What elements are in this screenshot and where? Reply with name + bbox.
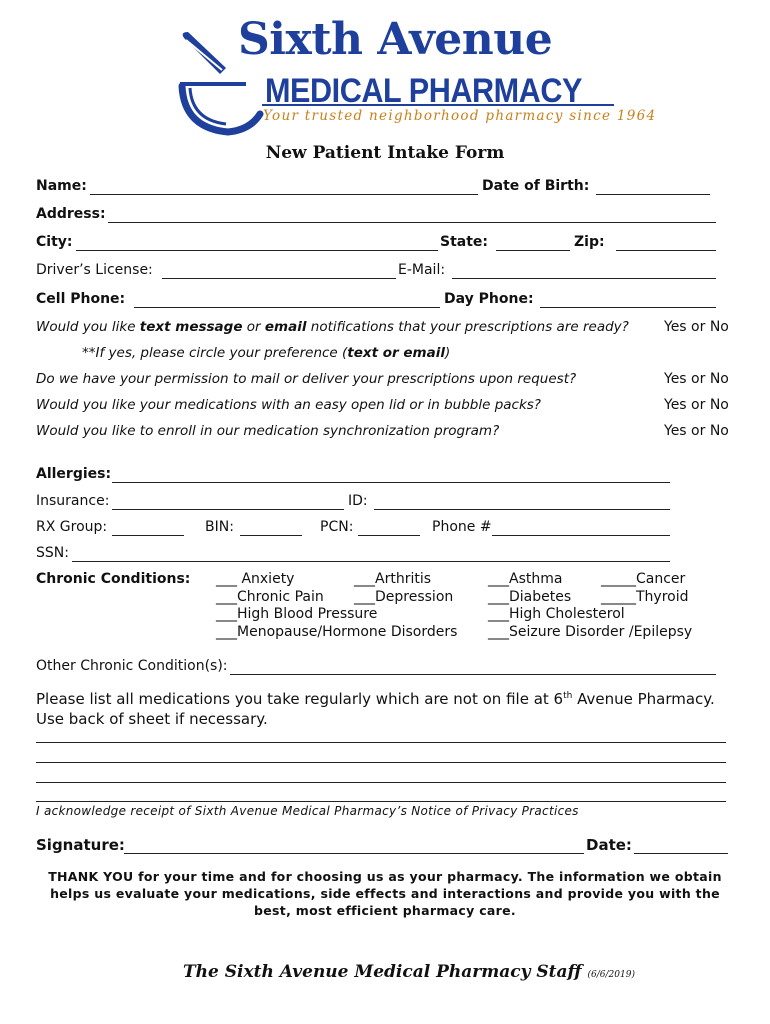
condition-depression[interactable]: ___Depression [354, 589, 454, 605]
state-field[interactable] [496, 250, 570, 251]
condition-arthritis[interactable]: ___Arthritis [354, 571, 432, 587]
license-field[interactable] [162, 278, 396, 279]
phone-field[interactable] [492, 535, 670, 536]
question-delivery: Do we have your permission to mail or deliver your prescriptions upon request? [36, 371, 577, 387]
condition-seizure[interactable]: ___Seizure Disorder /Epilepsy [488, 624, 693, 640]
condition-high-blood-pressure[interactable]: ___High Blood Pressure [216, 606, 378, 622]
privacy-acknowledgement: I acknowledge receipt of Sixth Avenue Medical Pharmacy’s Notice of Privacy Practices [36, 804, 579, 818]
state-label: State: [440, 234, 489, 250]
thank-you-message: THANK YOU for your time and for choosing us as your pharmacy. The information we obtain helps us evaluate your medications, side effects and interactions and provide you with the best, most efficient pharmacy care. [48, 869, 722, 918]
staff-signoff: The Sixth Avenue Medical Pharmacy Staff (6/6/2019) [183, 962, 635, 982]
id-field[interactable] [374, 509, 670, 510]
logo-underline [262, 104, 614, 106]
email-label: E-Mail: [398, 262, 446, 278]
phone-label: Phone # [432, 519, 492, 535]
other-conditions-label: Other Chronic Condition(s): [36, 658, 228, 674]
answer-delivery[interactable]: Yes or No [664, 371, 729, 387]
question-notifications: Would you like text message or email notifications that your prescriptions are ready? [36, 319, 629, 335]
address-label: Address: [36, 206, 106, 222]
medications-line-3[interactable] [36, 782, 726, 783]
condition-chronic-pain[interactable]: ___Chronic Pain [216, 589, 324, 605]
allergies-label: Allergies: [36, 466, 112, 482]
name-label: Name: [36, 178, 87, 194]
email-field[interactable] [452, 278, 716, 279]
condition-cancer[interactable]: _____Cancer [601, 571, 686, 587]
rx-group-field[interactable] [112, 535, 184, 536]
name-field[interactable] [90, 194, 478, 195]
signature-date-field[interactable] [634, 853, 728, 854]
dob-label: Date of Birth: [482, 178, 590, 194]
brand-subtitle: MEDICAL PHARMACY [265, 72, 582, 110]
ssn-label: SSN: [36, 545, 69, 561]
condition-thyroid[interactable]: _____Thyroid [601, 589, 689, 605]
day-phone-label: Day Phone: [444, 291, 534, 307]
pcn-field[interactable] [358, 535, 420, 536]
condition-high-cholesterol[interactable]: ___High Cholesterol [488, 606, 625, 622]
medications-line-2[interactable] [36, 762, 726, 763]
answer-notifications[interactable]: Yes or No [664, 319, 729, 335]
insurance-label: Insurance: [36, 493, 110, 509]
cell-phone-label: Cell Phone: [36, 291, 126, 307]
id-label: ID: [348, 493, 368, 509]
signature-date-label: Date: [586, 836, 632, 854]
brand-name: Sixth Avenue [238, 14, 553, 65]
condition-anxiety[interactable]: ___ Anxiety [216, 571, 295, 587]
city-label: City: [36, 234, 73, 250]
form-title: New Patient Intake Form [265, 143, 505, 163]
other-conditions-field[interactable] [230, 674, 716, 675]
cell-phone-field[interactable] [134, 307, 440, 308]
pcn-label: PCN: [320, 519, 354, 535]
ssn-field[interactable] [72, 561, 670, 562]
zip-label: Zip: [574, 234, 605, 250]
rx-group-label: RX Group: [36, 519, 108, 535]
license-label: Driver’s License: [36, 262, 153, 278]
medications-back-note: Use back of sheet if necessary. [36, 710, 268, 728]
city-field[interactable] [76, 250, 438, 251]
revision-date: (6/6/2019) [587, 970, 635, 980]
day-phone-field[interactable] [540, 307, 716, 308]
dob-field[interactable] [596, 194, 710, 195]
medications-line-4[interactable] [36, 801, 726, 802]
medications-instruction: Please list all medications you take regularly which are not on file at 6th Avenue Pharmacy. [36, 690, 715, 708]
signature-label: Signature: [36, 836, 125, 854]
chronic-conditions-label: Chronic Conditions: [36, 571, 191, 587]
zip-field[interactable] [616, 250, 716, 251]
bin-field[interactable] [240, 535, 302, 536]
question-synchronization: Would you like to enroll in our medication synchronization program? [36, 423, 500, 439]
signature-field[interactable] [124, 853, 584, 854]
condition-menopause[interactable]: ___Menopause/Hormone Disorders [216, 624, 458, 640]
brand-tagline: Your trusted neighborhood pharmacy since 1964 [263, 108, 657, 124]
insurance-field[interactable] [112, 509, 344, 510]
condition-diabetes[interactable]: ___Diabetes [488, 589, 572, 605]
address-field[interactable] [108, 222, 716, 223]
notification-preference-note: **If yes, please circle your preference (text or email) [82, 345, 451, 361]
condition-asthma[interactable]: ___Asthma [488, 571, 563, 587]
bin-label: BIN: [205, 519, 234, 535]
medications-line-1[interactable] [36, 742, 726, 743]
answer-packaging[interactable]: Yes or No [664, 397, 729, 413]
answer-synchronization[interactable]: Yes or No [664, 423, 729, 439]
question-packaging: Would you like your medications with an easy open lid or in bubble packs? [36, 397, 541, 413]
allergies-field[interactable] [112, 482, 670, 483]
